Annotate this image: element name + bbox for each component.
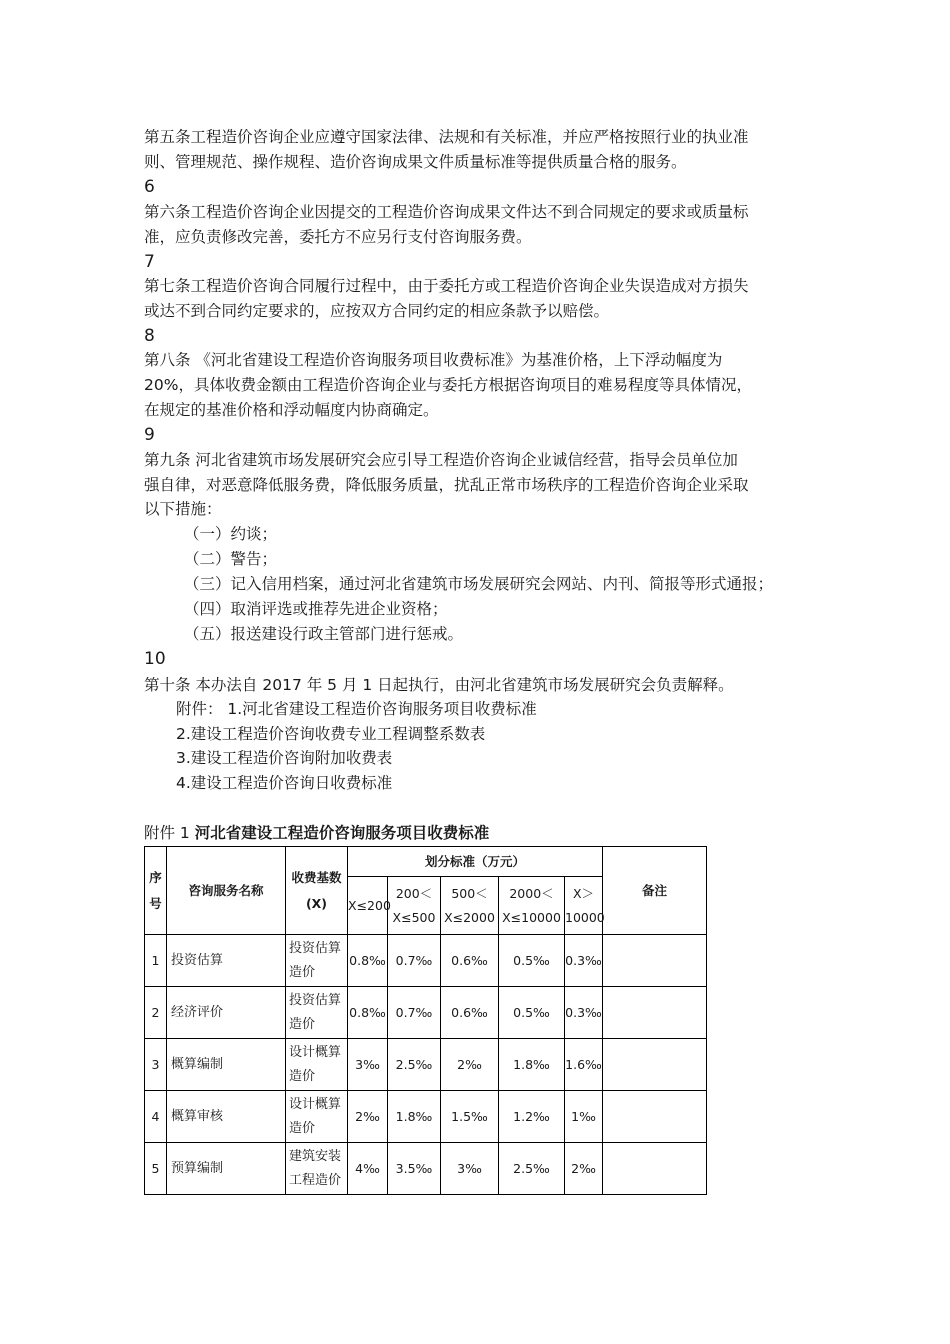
row-rate: 2‰ (348, 1091, 388, 1143)
row-service-name: 概算审核 (167, 1091, 286, 1143)
row-rate: 2‰ (441, 1039, 499, 1091)
row-rate: 1‰ (565, 1091, 603, 1143)
header-service-name: 咨询服务名称 (167, 847, 286, 935)
row-no: 5 (145, 1143, 167, 1195)
attachment-4: 4.建设工程造价咨询日收费标准 (176, 774, 393, 792)
row-rate: 0.7‰ (388, 935, 441, 987)
measure-3: （三）记入信用档案，通过河北省建筑市场发展研究会网站、内刊、简报等形式通报； (184, 575, 774, 593)
row-service-name: 投资估算 (167, 935, 286, 987)
measure-2: （二）警告； (184, 550, 278, 568)
header-fee-base: 收费基数(X) (286, 847, 348, 935)
header-note: 备注 (603, 847, 707, 935)
row-rate: 0.7‰ (388, 987, 441, 1039)
table-row (145, 987, 707, 1039)
range-3: 500＜X≤2000 (441, 877, 499, 935)
row-rate: 0.5‰ (499, 935, 565, 987)
row-service-name: 预算编制 (167, 1143, 286, 1195)
attachment-1: 附件： 1.河北省建设工程造价咨询服务项目收费标准 (176, 700, 537, 718)
article-9-line-3: 以下措施： (144, 500, 222, 518)
range-1: X≤200 (348, 877, 388, 935)
row-rate: 2‰ (565, 1143, 603, 1195)
article-6-line-2: 准，应负责修改完善，委托方不应另行支付咨询服务费。 (144, 228, 532, 246)
range-2: 200＜X≤500 (388, 877, 441, 935)
article-7-line-1: 第七条工程造价咨询合同履行过程中，由于委托方或工程造价咨询企业失误造成对方损失 (144, 277, 749, 295)
attachment-3: 3.建设工程造价咨询附加收费表 (176, 749, 393, 767)
row-rate: 0.3‰ (565, 987, 603, 1039)
fee-standard-table (144, 846, 707, 1195)
article-8-line-2: 20%，具体收费金额由工程造价咨询企业与委托方根据咨询项目的难易程度等具体情况， (144, 376, 752, 394)
row-rate: 1.6‰ (565, 1039, 603, 1091)
article-5-line-1: 第五条工程造价咨询企业应遵守国家法律、法规和有关标准，并应严格按照行业的执业准 (144, 128, 749, 146)
row-no: 4 (145, 1091, 167, 1143)
measure-1: （一）约谈； (184, 525, 278, 543)
row-fee-base: 设计概算造价 (286, 1091, 348, 1143)
range-5: X＞10000 (565, 877, 603, 935)
row-rate: 1.5‰ (441, 1091, 499, 1143)
measure-5: （五）报送建设行政主管部门进行惩戒。 (184, 625, 464, 643)
row-rate: 4‰ (348, 1143, 388, 1195)
row-no: 2 (145, 987, 167, 1039)
row-rate: 0.3‰ (565, 935, 603, 987)
table-caption (144, 822, 489, 844)
row-rate: 0.6‰ (441, 987, 499, 1039)
row-fee-base: 投资估算造价 (286, 987, 348, 1039)
table-row (145, 1091, 707, 1143)
article-number-6: 6 (144, 177, 155, 197)
article-5-line-2: 则、管理规范、操作规程、造价咨询成果文件质量标准等提供质量合格的服务。 (144, 153, 687, 171)
row-rate: 0.6‰ (441, 935, 499, 987)
row-rate: 3‰ (348, 1039, 388, 1091)
row-note (603, 935, 707, 987)
row-note (603, 987, 707, 1039)
article-9-line-2: 强自律，对恶意降低服务费，降低服务质量，扰乱正常市场秩序的工程造价咨询企业采取 (144, 476, 749, 494)
row-no: 1 (145, 935, 167, 987)
row-note (603, 1039, 707, 1091)
row-rate: 1.8‰ (388, 1091, 441, 1143)
row-note (603, 1143, 707, 1195)
article-number-7: 7 (144, 252, 155, 272)
row-rate: 0.8‰ (348, 935, 388, 987)
row-fee-base: 建筑安装工程造价 (286, 1143, 348, 1195)
row-rate: 0.5‰ (499, 987, 565, 1039)
header-division-standard: 划分标准（万元） (348, 847, 603, 877)
row-rate: 3.5‰ (388, 1143, 441, 1195)
row-note (603, 1091, 707, 1143)
table-row (145, 935, 707, 987)
row-rate: 3‰ (441, 1143, 499, 1195)
article-9-line-1: 第九条 河北省建筑市场发展研究会应引导工程造价咨询企业诚信经营，指导会员单位加 (144, 451, 738, 469)
article-7-line-2: 或达不到合同约定要求的，应按双方合同约定的相应条款予以赔偿。 (144, 302, 610, 320)
attachment-2: 2.建设工程造价咨询收费专业工程调整系数表 (176, 725, 486, 743)
article-6-line-1: 第六条工程造价咨询企业因提交的工程造价咨询成果文件达不到合同规定的要求或质量标 (144, 203, 749, 221)
caption-prefix: 附件 1 (144, 824, 195, 842)
measure-4: （四）取消评选或推荐先进企业资格； (184, 600, 448, 618)
header-no: 序号 (145, 847, 167, 935)
article-10-line-1: 第十条 本办法自 2017 年 5 月 1 日起执行，由河北省建筑市场发展研究会负责解释。 (144, 676, 734, 694)
row-rate: 1.2‰ (499, 1091, 565, 1143)
row-fee-base: 投资估算造价 (286, 935, 348, 987)
row-rate: 1.8‰ (499, 1039, 565, 1091)
article-8-line-1: 第八条 《河北省建设工程造价咨询服务项目收费标准》为基准价格，上下浮动幅度为 (144, 351, 723, 369)
row-rate: 0.8‰ (348, 987, 388, 1039)
article-number-10: 10 (144, 649, 166, 669)
row-fee-base: 设计概算造价 (286, 1039, 348, 1091)
row-rate: 2.5‰ (388, 1039, 441, 1091)
article-8-line-3: 在规定的基准价格和浮动幅度内协商确定。 (144, 401, 439, 419)
table-row (145, 1143, 707, 1195)
row-no: 3 (145, 1039, 167, 1091)
row-service-name: 经济评价 (167, 987, 286, 1039)
article-number-8: 8 (144, 326, 155, 346)
range-4: 2000＜X≤10000 (499, 877, 565, 935)
article-number-9: 9 (144, 425, 155, 445)
caption-title: 河北省建设工程造价咨询服务项目收费标准 (194, 824, 490, 842)
table-row (145, 1039, 707, 1091)
row-rate: 2.5‰ (499, 1143, 565, 1195)
row-service-name: 概算编制 (167, 1039, 286, 1091)
